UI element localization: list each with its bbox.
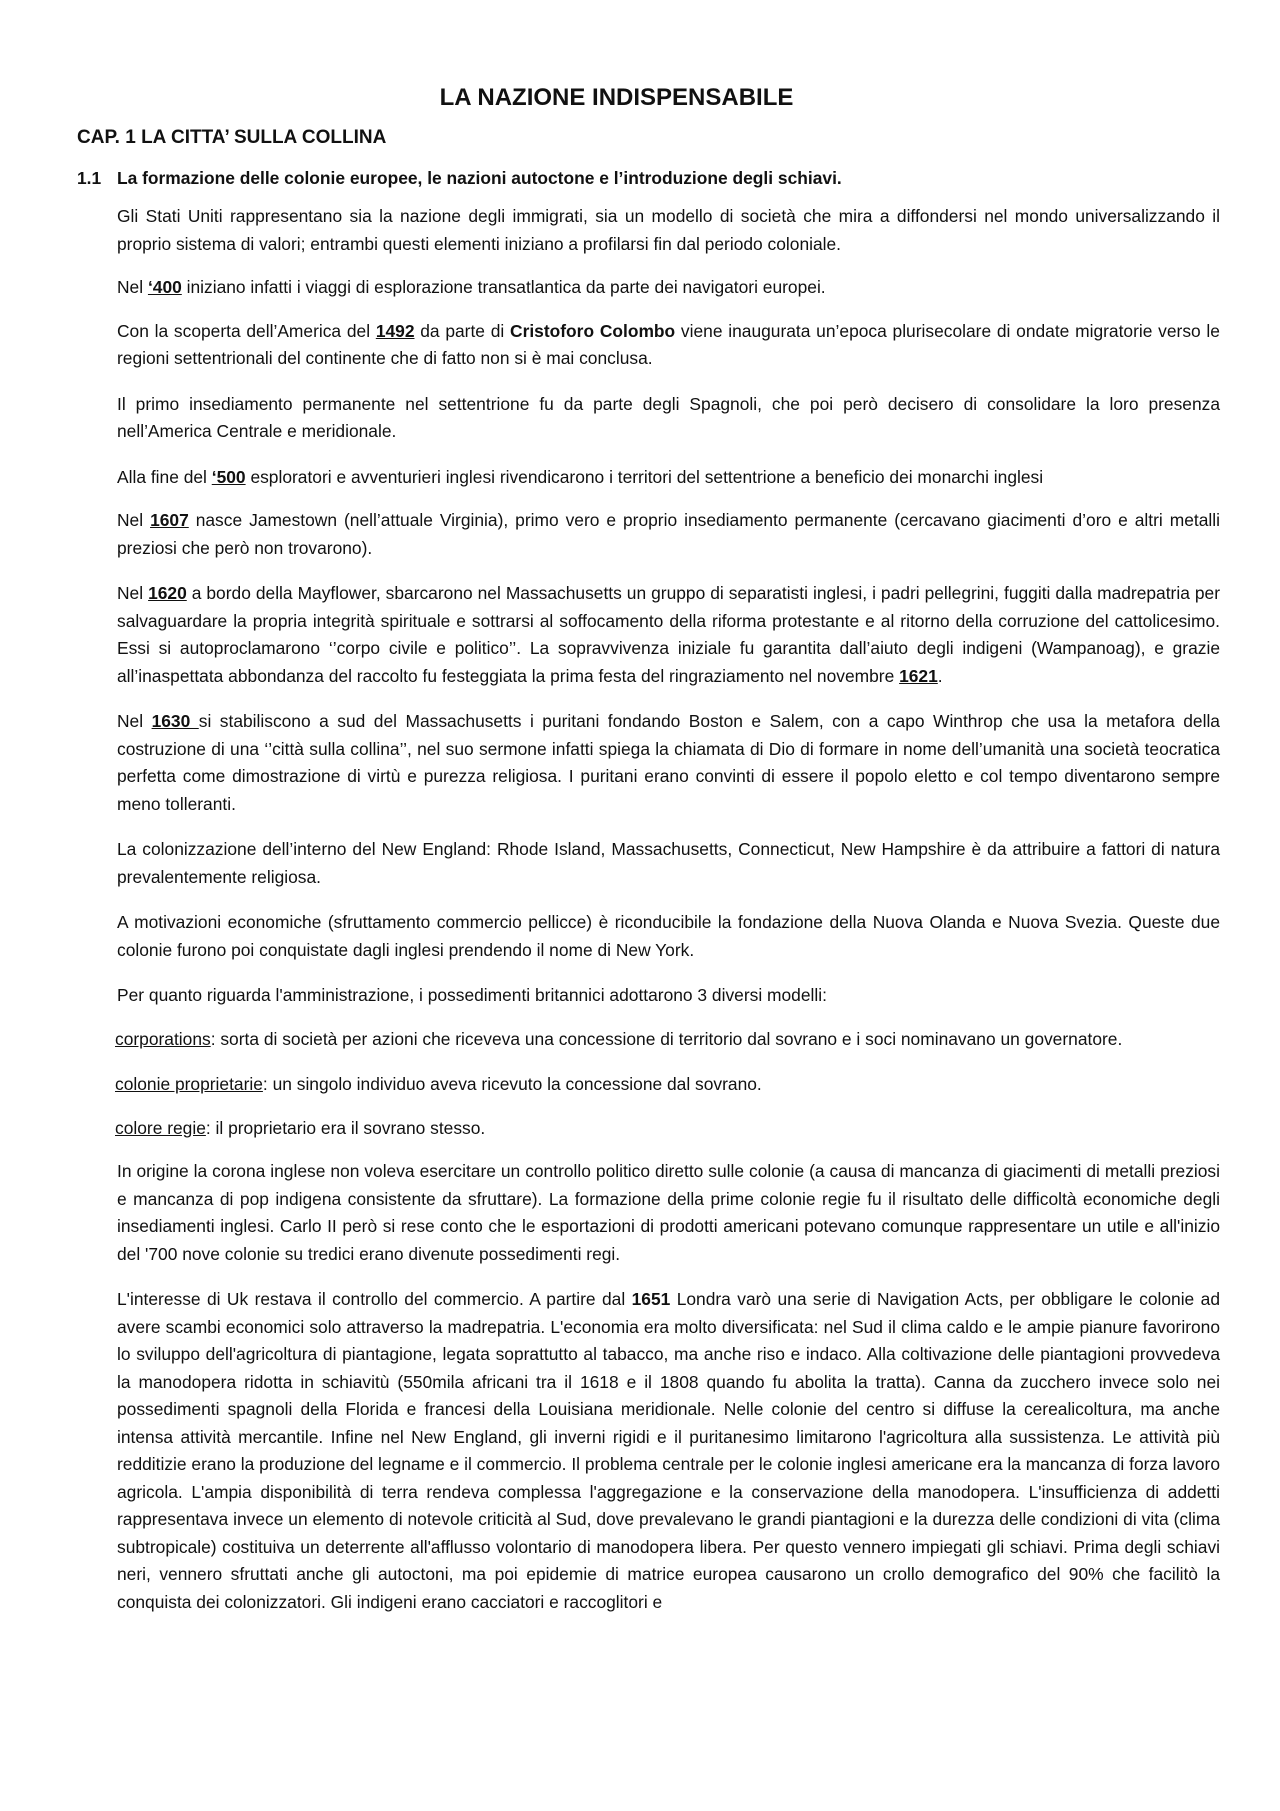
text-run: da parte di (414, 320, 511, 341)
paragraph-intro: Gli Stati Uniti rappresentano sia la nazione degli immigrati, sia un modello di società che mira a diffondersi nel mondo universalizzando il proprio sistema di valori; entrambi questi elementi iniziano a profilarsi fin dal periodo coloniale. (117, 206, 1220, 254)
paragraph-1492 (117, 318, 1220, 373)
model-item-corporations (115, 1026, 1220, 1054)
year-highlight: ‘500 (211, 466, 246, 487)
section-heading (77, 164, 1220, 192)
year-highlight: 1620 (148, 583, 187, 603)
text-run: Con la scoperta dell’America del (117, 320, 376, 341)
paragraph-1607 (117, 507, 1220, 562)
paragraph-nuova-olanda: A motivazioni economiche (sfruttamento commercio pellicce) è riconducibile la fondazione della Nuova Olanda e Nuova Svezia. Queste due colonie furono poi conquistate dagli inglesi prendendo il nome di New York. (117, 912, 1220, 960)
model-item-regie (115, 1115, 1220, 1143)
text-run: a bordo della Mayflower, sbarcarono nel Massachusetts un gruppo di separatisti inglesi, i padri pellegrini, fuggiti dalla madrepatria per salvaguardare la propria integrità spirituale e sottrarsi al soffocamento della riforma protestante e al ritorno della corruzione del cattolicesimo. Essi si autoproclamarono ‘’corpo civile e politico’’. La sopravvivenza iniziale fu garantita dall’aiuto degli indigeni (Wampanoag), e grazie all’inaspettata abbondanza del raccolto fu festeggiata la prima festa del ringraziamento nel novembre (117, 583, 1220, 686)
year-highlight: 1630 (151, 711, 199, 731)
model-description: : un singolo individuo aveva ricevuto la concessione dal sovrano. (262, 1074, 762, 1094)
model-term: colonie proprietarie (115, 1074, 263, 1094)
text-run: iniziano infatti i viaggi di esplorazione transatlantica da parte dei navigatori europei. (181, 277, 826, 297)
model-term: colore regie (115, 1117, 206, 1138)
section-title: La formazione delle colonie europee, le nazioni autoctone e l’introduzione degli schiavi. (117, 168, 842, 188)
text-run: si stabiliscono a sud del Massachusetts i puritani fondando Boston e Salem, con a capo Winthrop che usa la metafora della costruzione di una ‘’città sulla collina’’, nel suo sermone infatti spiega la chiamata di Dio di formare in nome dell’umanità una società teocratica perfetta come dimostrazione di virtù e purezza religiosa. I puritani erano convinti di essere il popolo eletto e col tempo diventarono sempre meno tolleranti. (117, 711, 1220, 814)
year-highlight: 1621 (899, 665, 938, 686)
text-run: esploratori e avventurieri inglesi rivendicarono i territori del settentrione a beneficio dei monarchi inglesi (245, 466, 1044, 487)
text-run: L'interesse di Uk restava il controllo del commercio. A partire dal (117, 1289, 632, 1309)
year-highlight: 1651 (631, 1289, 671, 1309)
chapter-heading: CAP. 1 LA CITTA’ SULLA COLLINA (77, 127, 387, 148)
paragraph-1620 (117, 580, 1220, 690)
paragraph-1630 (117, 708, 1220, 818)
paragraph-spagnoli: Il primo insediamento permanente nel settentrione fu da parte degli Spagnoli, che poi però decisero di consolidare la loro presenza nell’America Centrale e meridionale. (117, 393, 1220, 441)
model-term: corporations (115, 1028, 211, 1049)
year-highlight: 1492 (375, 320, 415, 341)
paragraph-new-england: La colonizzazione dell’interno del New England: Rhode Island, Massachusetts, Connecticut, New Hampshire è da attribuire a fattori di natura prevalentemente religiosa. (117, 839, 1220, 887)
section-number: 1.1 (77, 168, 102, 188)
text-run: Londra varò una serie di Navigation Acts, per obbligare le colonie ad avere scambi economici solo attraverso la madrepatria. L'economia era molto diversificata: nel Sud il clima caldo e le ampie pianure favorirono lo sviluppo dell'agricoltura di piantagione, legata soprattutto al tabacco, ma anche riso e indaco. Alla coltivazione delle piantagioni provvedeva la manodopera ridotta in schiavitù (550mila africani tra il 1618 e il 1808 quando fu abolita la tratta). Canna da zucchero invece solo nei possedimenti spagnoli della Florida e francesi della Louisiana meridionale. Nelle colonie del centro si diffuse la cerealicoltura, ma anche intensa attività mercantile. Infine nel New England, gli inverni rigidi e il puritanesimo limitarono l'agricoltura alla sussistenza. Le attività più redditizie erano la produzione del legname e il commercio. Il problema centrale per le colonie inglesi americane era la mancanza di forza lavoro agricola. L'ampia disponibilità di terra rendeva complessa l'aggregazione e la conservazione della manodopera. L'insufficienza di addetti rappresentava invece un elemento di notevole criticità al Sud, dove prevalevano le grandi piantagioni e la durezza delle condizioni di vita (clima subtropicale) costituiva un deterrente all'afflusso volontario di manodopera libera. Per questo vennero impiegati gli schiavi. Prima degli schiavi neri, vennero sfruttati anche gli autoctoni, ma poi epidemie di matrice europea causarono un crollo demografico del 90% che facilitò la conquista dei colonizzatori. Gli indigeni erano cacciatori e raccoglitori e (117, 1289, 1220, 1612)
model-item-proprietarie (115, 1071, 1220, 1099)
model-description: : sorta di società per azioni che riceveva una concessione di territorio dal sovrano e i soci nominavano un governatore. (210, 1028, 1123, 1049)
text-run: Nel (117, 277, 148, 297)
text-run: . (937, 665, 943, 686)
text-run: nasce Jamestown (nell’attuale Virginia), primo vero e proprio insediamento permanente (cercavano giacimenti d’oro e altri metalli preziosi che però non trovarono). (117, 510, 1220, 558)
paragraph-commercio (117, 1286, 1220, 1616)
text-run: Alla fine del (117, 466, 212, 487)
year-highlight: ‘400 (147, 277, 182, 297)
text-run: viene inaugurata un’epoca plurisecolare di ondate migratorie verso le regioni settentrionali del continente che di fatto non si è mai conclusa. (117, 320, 1220, 368)
text-run: Nel (117, 583, 149, 603)
paragraph-corona: In origine la corona inglese non voleva esercitare un controllo politico diretto sulle colonie (a causa di mancanza di giacimenti di metalli preziosi e mancanza di pop indigena consistente da sfruttare). La formazione della prime colonie regie fu il risultato delle difficoltà economiche degli insediamenti inglesi. Carlo II però si rese conto che le esportazioni di prodotti americani potevano comunque rappresentare un utile e all'inizio del '700 nove colonie su tredici erano divenute possedimenti regi. (117, 1161, 1220, 1264)
paragraph-modelli: Per quanto riguarda l'amministrazione, i possedimenti britannici adottarono 3 diversi modelli: (117, 985, 827, 1005)
paragraph-500 (117, 464, 1220, 492)
text-run: Nel (117, 711, 152, 731)
model-description: : il proprietario era il sovrano stesso. (205, 1117, 486, 1138)
year-highlight: 1607 (150, 510, 189, 530)
text-run: Nel (117, 510, 151, 530)
document-title: LA NAZIONE INDISPENSABILE (439, 84, 794, 111)
name-highlight: Cristoforo Colombo (510, 320, 676, 341)
paragraph-400 (117, 274, 1220, 302)
